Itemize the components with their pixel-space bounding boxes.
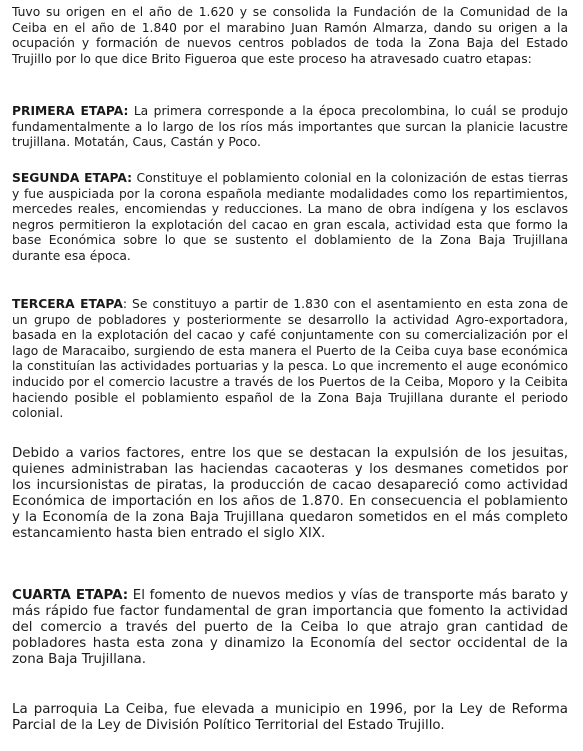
tercera-etapa-heading: TERCERA ETAPA [12, 297, 123, 311]
tercera-etapa-text: : Se constituyo a partir de 1.830 con el asentamiento en esta zona de un grupo de pobladores y posteriormente se desarrollo la actividad Agro-exportadora, basada en la explotación del cacao y café conjuntamente con su comercialización por el lago de Maracaibo, surgiendo de esta manera el Puerto de la Ceiba cuya base económica la constituían las actividades portuarias y la pesca. Lo que incremento el auge económico inducido por el comercio lacustre a través de los Puertos de la Ceiba, Moporo y la Ceibita haciendo posible el poblamiento español de la Zona Baja Trujillana durante el periodo colonial. [12, 297, 569, 421]
cuarta-etapa-text: El fomento de nuevos medios y vías de transporte más barato y más rápido fue factor fundamental de gran importancia que fomento la actividad del comercio a través del puerto de la Ceiba lo que atrajo gran cantidad de pobladores hasta esta zona y dinamizo la Economía del sector occidental de la zona Baja Trujillana. [12, 588, 568, 667]
primera-etapa-text: La primera corresponde a la época precolombina, lo cuál se produjo fundamentalmente a lo largo de los ríos más importantes que surcan la planicie lacustre trujillana. Motatán, Caus, Castán y Poco. [12, 104, 568, 150]
tercera-etapa-paragraph [12, 297, 568, 422]
segunda-etapa-text: Constituye el poblamiento colonial en la colonización de estas tierras y fue auspiciada por la corona española mediante modalidades como los repartimientos, mercedes reales, encomiendas y reducciones. La mano de obra indígena y los esclavos negros permitieron la explotación del cacao en gran escala, actividad esta que formo la base Económica sobre lo que se sustento el doblamiento de la Zona Baja Trujillana durante esa época. [12, 171, 568, 263]
segunda-etapa-heading: SEGUNDA ETAPA: [12, 171, 133, 185]
segunda-etapa-paragraph [12, 171, 568, 265]
municipio-paragraph [12, 702, 568, 734]
primera-etapa-paragraph [12, 104, 568, 151]
cuarta-etapa-paragraph [12, 588, 568, 668]
intro-paragraph [12, 5, 568, 67]
factores-text: Debido a varios factores, entre los que se destacan la expulsión de los jesuitas, quienes administraban las haciendas cacaoteras y los desmanes cometidos por los incursionistas de piratas, la producción de cacao desapareció como actividad Económica de importación en los años de 1.870. En consecuencia el poblamiento y la Economía de la zona Baja Trujillana quedaron sometidos en el más completo estancamiento hasta bien entrado el siglo XIX. [12, 446, 568, 541]
intro-text: Tuvo su origen en el año de 1.620 y se consolida la Fundación de la Comunidad de la Ceiba en el año de 1.840 por el marabino Juan Ramón Almarza, dando su origen a la ocupación y formación de nuevos centros poblados de toda la Zona Baja del Estado Trujillo por lo que dice Brito Figueroa que este proceso ha atravesado cuatro etapas: [12, 5, 568, 66]
factores-paragraph [12, 446, 568, 541]
primera-etapa-heading: PRIMERA ETAPA: [12, 104, 129, 118]
municipio-text: La parroquia La Ceiba, fue elevada a municipio en 1996, por la Ley de Reforma Parcial de la Ley de División Político Territorial del Estado Trujillo. [12, 702, 568, 733]
cuarta-etapa-heading: CUARTA ETAPA: [12, 588, 129, 603]
